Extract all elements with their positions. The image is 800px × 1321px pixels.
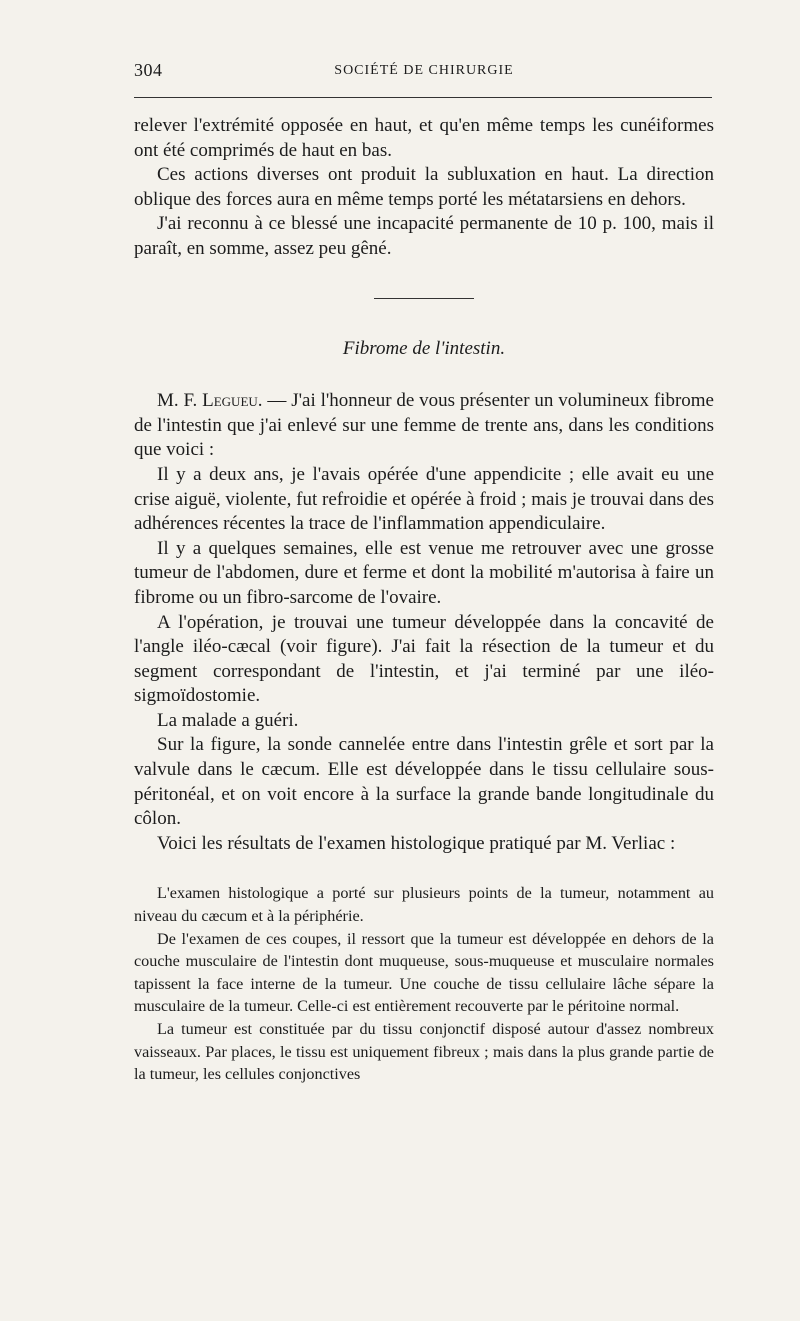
paragraph: Ces actions diverses ont produit la subluxation en haut. La direction oblique des forces aura en même temps porté les métatarsiens en dehors.: [134, 164, 714, 210]
paragraph: Voici les résultats de l'examen histologique pratiqué par M. Verliac :: [157, 832, 676, 854]
running-head: SOCIÉTÉ DE CHIRURGIE: [334, 63, 514, 78]
paragraph-text: — J'ai l'honneur de vous présenter un volumineux fibrome de l'intestin que j'ai enlevé sur une femme de trente ans, dans les conditions que voici :: [134, 390, 714, 461]
quote-paragraph: De l'examen de ces coupes, il ressort que la tumeur est développée en dehors de la couche musculaire de l'intestin dont muqueuse, sous-muqueuse et musculaire normales tapissent la face interne de la tumeur. Une couche de tissu cellulaire lâche sépare la musculaire de la tumeur. Celle-ci est entièrement recouverte par le péritoine normal.: [134, 929, 714, 1016]
paragraph: A l'opération, je trouvai une tumeur développée dans la concavité de l'angle iléo-cæcal (voir figure). J'ai fait la résection de la tumeur et du segment correspondant de l'intestin, et j'ai terminé par une iléo-sigmoïdostomie.: [134, 611, 714, 707]
histology-report: [134, 882, 714, 1085]
page-number: 304: [134, 60, 163, 80]
section-title: Fibrome de l'intestin.: [342, 337, 506, 359]
paragraph: Sur la figure, la sonde cannelée entre dans l'intestin grêle et sort par la valvule dans le cæcum. Elle est développée dans le tissu cellulaire sous-péritonéal, et on voit encore à la surface la grande bande longitudinale du côlon.: [134, 734, 714, 830]
paragraph: Il y a deux ans, je l'avais opérée d'une appendicite ; elle avait eu une crise aiguë, violente, fut refroidie et opérée à froid ; mais je trouvai dans des adhérences récentes la trace de l'inflammation appendiculaire.: [134, 463, 714, 535]
paragraph: J'ai reconnu à ce blessé une incapacité permanente de 10 p. 100, mais il paraît, en somme, assez peu gêné.: [134, 213, 714, 259]
section-divider: [374, 298, 474, 299]
quote-paragraph: La tumeur est constituée par du tissu conjonctif disposé autour d'assez nombreux vaisseaux. Par places, le tissu est uniquement fibreux ; mais dans la plus grande partie de la tumeur, les cellules conjonctives: [134, 1020, 714, 1084]
body-text: [134, 114, 714, 1086]
page-header: [134, 60, 714, 84]
paragraph: Il y a quelques semaines, elle est venue me retrouver avec une grosse tumeur de l'abdomen, dure et ferme et dont la mobilité m'autorisa à faire un fibrome ou un fibro-sarcome de l'ovaire.: [134, 537, 714, 608]
paragraph: [134, 389, 714, 463]
paragraph: relever l'extrémité opposée en haut, et qu'en même temps les cunéiformes ont été comprimés de haut en bas.: [134, 115, 714, 161]
header-rule: [134, 97, 712, 98]
author-name: M. F. Legueu.: [157, 390, 263, 412]
paragraph: La malade a guéri.: [157, 709, 299, 731]
quote-paragraph: L'examen histologique a porté sur plusieurs points de la tumeur, notamment au niveau du cæcum et à la périphérie.: [134, 884, 714, 926]
